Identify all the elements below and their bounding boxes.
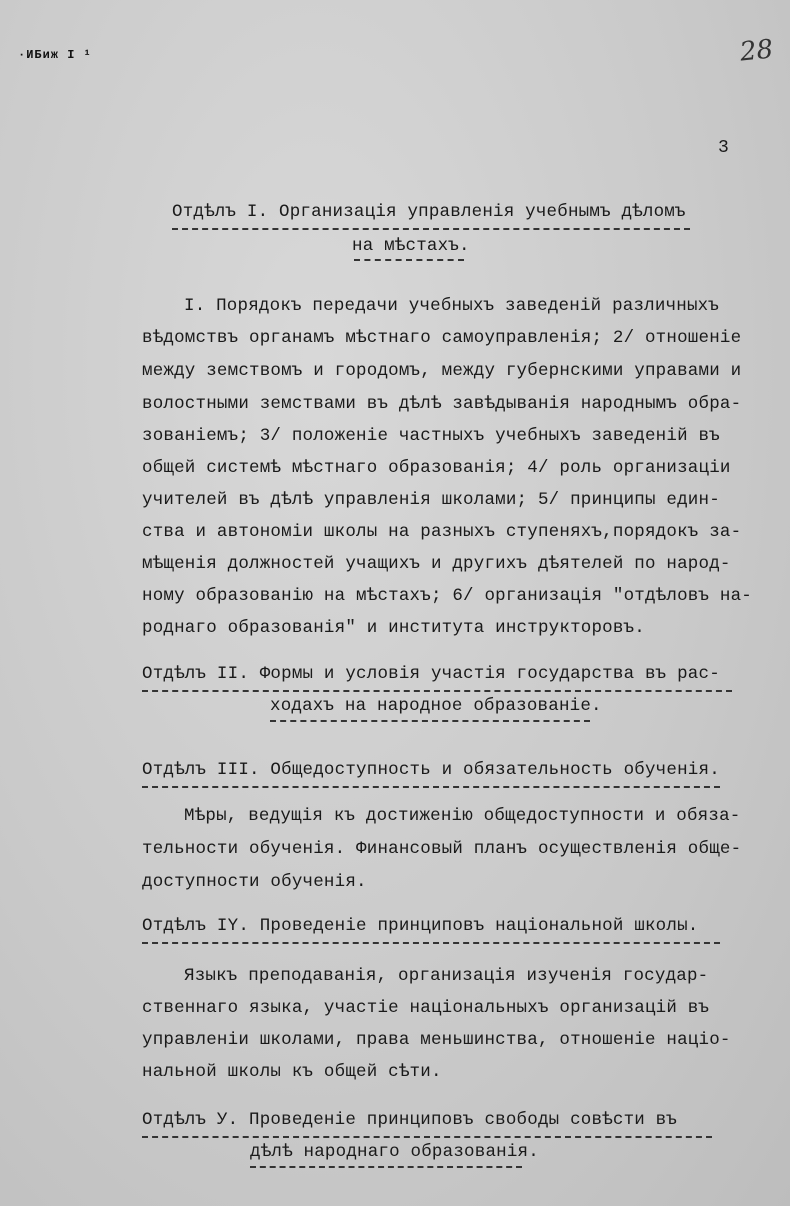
- body-line: доступности обученія.: [142, 872, 367, 892]
- section-3-title: Отдѣлъ III. Общедоступность и обязательность обученія.: [142, 760, 720, 780]
- body-line: общей системѣ мѣстнаго образованія; 4/ роль организаціи: [142, 458, 731, 478]
- section-5-title: Отдѣлъ У. Проведеніе принциповъ свободы совѣсти въ: [142, 1110, 678, 1130]
- section-3-title-underline: [142, 786, 720, 788]
- body-line: мѣщенія должностей учащихъ и другихъ дѣятелей по народ-: [142, 554, 731, 574]
- section-2-title-underline: [142, 690, 732, 692]
- body-line: ственнаго языка, участіе національныхъ организацій въ: [142, 998, 710, 1018]
- section-5-title-underline: [142, 1136, 712, 1138]
- body-line: тельности обученія. Финансовый планъ осуществленія обще-: [142, 839, 742, 859]
- section-5-title-continued: дѣлѣ народнаго образованія.: [250, 1142, 539, 1162]
- body-line: между земствомъ и городомъ, между губернскими управами и: [142, 361, 742, 381]
- archive-stamp-mark: ∙ИБиж І ¹: [18, 48, 92, 62]
- section-4-title: Отдѣлъ IY. Проведеніе принциповъ національной школы.: [142, 916, 699, 936]
- section-1-title: Отдѣлъ I. Организація управленія учебнымъ дѣломъ: [172, 202, 686, 222]
- body-line: зованіемъ; 3/ положеніе частныхъ учебныхъ заведеній въ: [142, 426, 720, 446]
- section-1-title-continued: на мѣстахъ.: [352, 236, 470, 256]
- body-line: Языкъ преподаванія, организація изученія государ-: [184, 966, 709, 986]
- handwritten-folio-number: 28: [738, 34, 775, 68]
- body-line: управленіи школами, права меньшинства, отношеніе націо-: [142, 1030, 731, 1050]
- body-line: Мѣры, ведущія къ достиженію общедоступности и обяза-: [184, 806, 741, 826]
- body-line: учителей въ дѣлѣ управленія школами; 5/ принципы един-: [142, 490, 720, 510]
- section-2-title-continued: ходахъ на народное образованіе.: [270, 696, 602, 716]
- section-4-title-underline: [142, 942, 720, 944]
- section-2-title: Отдѣлъ II. Формы и условія участія государства въ рас-: [142, 664, 720, 684]
- body-line: ства и автономіи школы на разныхъ ступеняхъ,порядокъ за-: [142, 522, 742, 542]
- body-line: ному образованію на мѣстахъ; 6/ организація "отдѣловъ на-: [142, 586, 752, 606]
- body-line: волостными земствами въ дѣлѣ завѣдыванія народнымъ обра-: [142, 394, 742, 414]
- section-5-title-underline-2: [250, 1166, 522, 1168]
- section-1-title-underline-2: [354, 259, 464, 261]
- section-2-title-underline-2: [270, 720, 590, 722]
- page-number: 3: [718, 138, 729, 158]
- body-line: I. Порядокъ передачи учебныхъ заведеній различныхъ: [184, 296, 720, 316]
- body-line: вѣдомствъ органамъ мѣстнаго самоуправленія; 2/ отношеніе: [142, 328, 742, 348]
- body-line: роднаго образованія" и института инструкторовъ.: [142, 618, 645, 638]
- body-line: нальной школы къ общей сѣти.: [142, 1062, 442, 1082]
- section-1-title-underline: [172, 228, 690, 230]
